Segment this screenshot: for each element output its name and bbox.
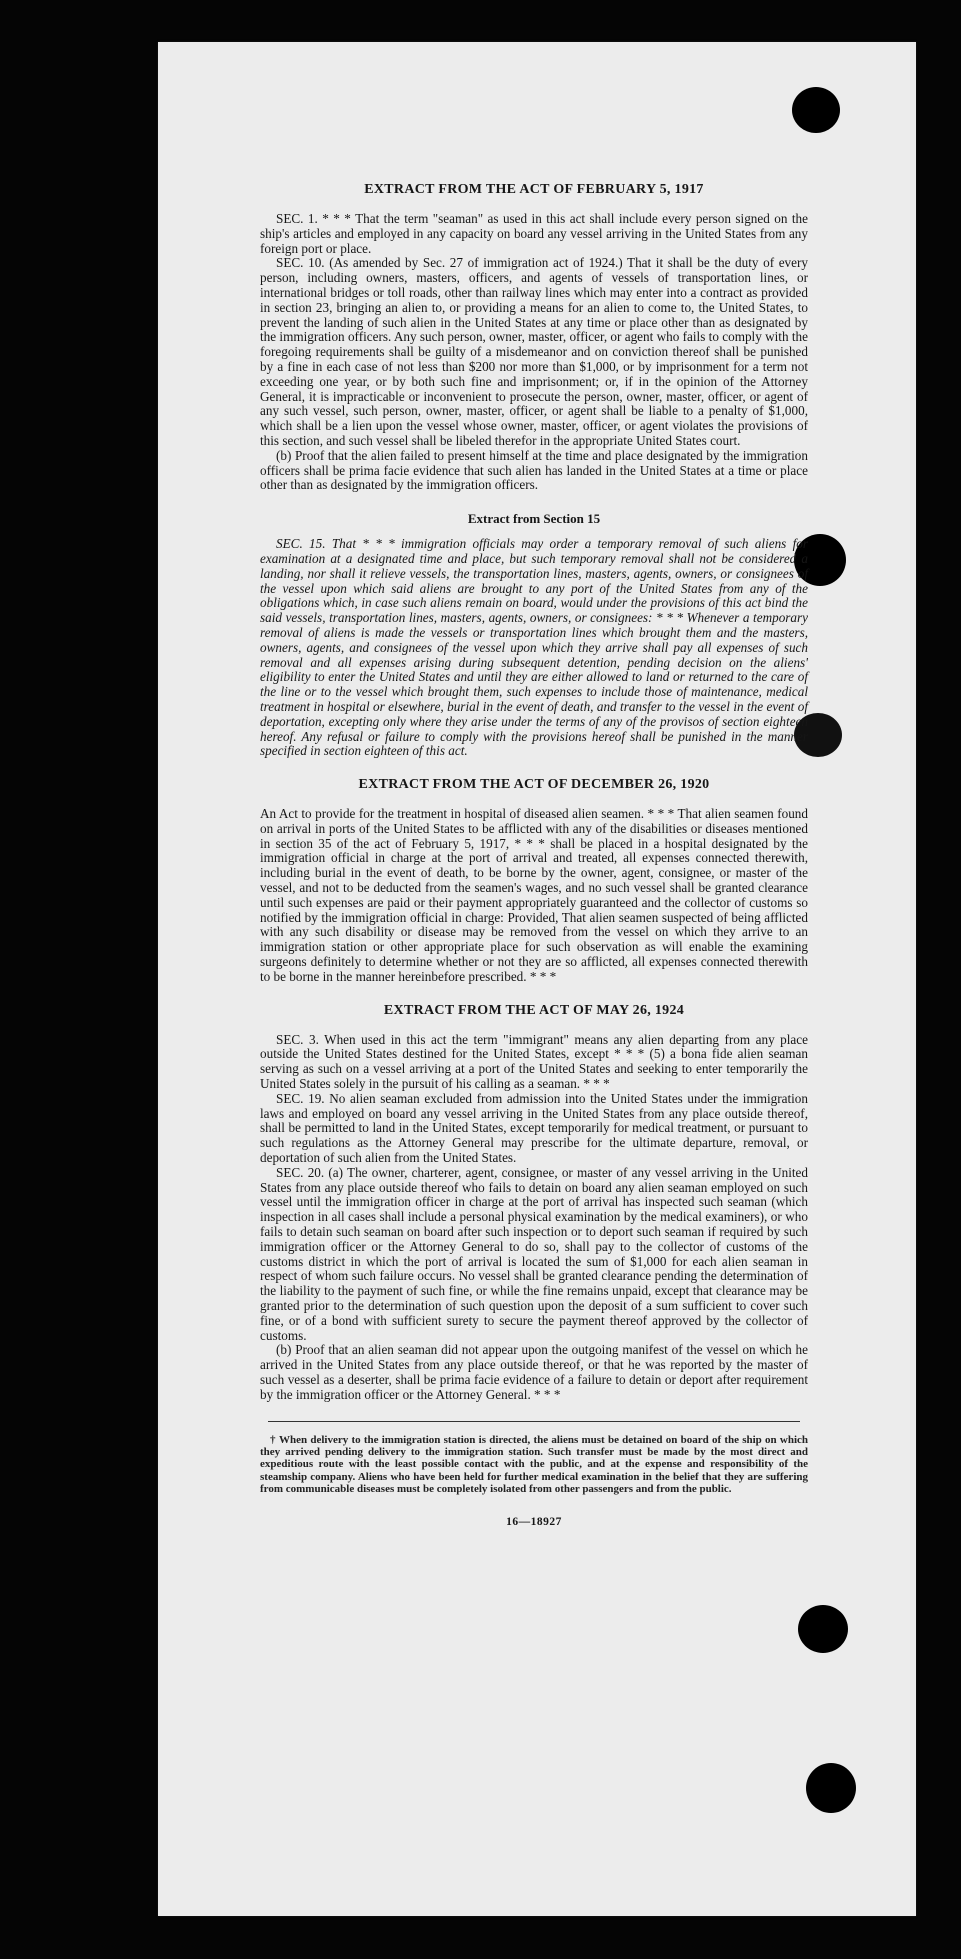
act-1917-heading: EXTRACT FROM THE ACT OF FEBRUARY 5, 1917 [364, 182, 704, 197]
footnote: † When delivery to the immigration station is directed, the aliens must be detained on board of the ship on which they arrived pending delivery to the immigration station. Such transfer must be made by the most direct and expeditious route with the least possible contact with the public, and at the expense and responsibility of the steamship company. Aliens who have been held for further medical examination in the belief that they are suffering from communicable diseases must be completely isolated from other passengers and from the public. [260, 1433, 808, 1496]
act-1917-section [260, 182, 808, 493]
act-1924-section [260, 1003, 808, 1403]
form-number: 16—18927 [506, 1515, 562, 1528]
sec-3-paragraph: SEC. 3. When used in this act the term "immigrant" means any alien departing from any place outside the United States destined for the United States, except * * * (5) a bona fide alien seaman serving as such on a vessel arriving at a port of the United States and seeking to enter temporarily the United States solely in the pursuit of his calling as a seaman. * * * [260, 1031, 808, 1092]
sec-10b-paragraph: (b) Proof that the alien failed to present himself at the time and place designated by the immigration officers shall be prima facie evidence that such alien has landed in the United States at a time or place other than as designated by the immigration officers. [260, 447, 808, 493]
act-1920-section [260, 777, 808, 985]
section-15-extract [260, 511, 808, 759]
sec-20b-paragraph: (b) Proof that an alien seaman did not appear upon the outgoing manifest of the vessel on which he arrived in the United States from any place outside thereof, or that he was reported by the master of such vessel as a deserter, shall be prima facie evidence of a failure to detain or deport after requirement by the immigration officer or the Attorney General. * * * [260, 1342, 808, 1402]
sec-1-paragraph: SEC. 1. * * * That the term "seaman" as used in this act shall include every person signed on the ship's articles and employed in any capacity on board any vessel arriving in the United States from any foreign port or place. [260, 211, 808, 256]
document-page [158, 42, 916, 1916]
sec-15-paragraph: SEC. 15. That * * * immigration officials may order a temporary removal of such aliens for examination at a designated time and place, but such temporary removal shall not be considered a landing, nor shall it relieve vessels, the transportation lines, masters, agents, owners, or consignees of the vessel upon which said aliens are brought to any port of the United States from any of the obligations which, in case such aliens remain on board, would under the provisions of this act bind the said vessels, transportation lines, masters, agents, owners, or consignees: * * * Whenever a temporary removal of aliens is made the vessels or transportation lines which brought them and the masters, owners, agents, and consignees of the vessel upon which they arrive shall pay all expenses of such removal and all expenses arising during subsequent detention, pending decision on the aliens' eligibility to enter the United States and until they are either allowed to land or returned to the care of the line or to the vessel which brought them, such expenses to include those of maintenance, medical treatment in hospital or elsewhere, burial in the event of death, and transfer to the vessel in the event of deportation, excepting only where they arise under the terms of any of the provisos of section eighteen hereof. Any refusal or failure to comply with the provisions hereof shall be punished in the manner specified in section eighteen of this act. [260, 536, 808, 759]
punch-hole [792, 87, 840, 133]
act-1920-heading: EXTRACT FROM THE ACT OF DECEMBER 26, 1920 [358, 777, 710, 793]
sec-10-paragraph: SEC. 10. (As amended by Sec. 27 of immigration act of 1924.) That it shall be the duty of every person, including owners, masters, officers, and agents of vessels of transportation lines, or international bridges or toll roads, other than railway lines which may enter into a contract as provided in section 23, bringing an alien to, or providing a means for an alien to come to, the United States, to prevent the landing of such alien in the United States at any time or place other than as designated by the immigration officers. Any such person, owner, master, officer, or agent who fails to comply with the foregoing requirements shall be guilty of a misdemeanor and on conviction thereof shall be punished by a fine in each case of not less than $200 nor more than $1,000, or by imprisonment for a term not exceeding one year, or by both such fine and imprisonment; or, if in the opinion of the Attorney General, it is impracticable or inconvenient to prosecute the person, owner, master, officer, or agent of any such vessel, such person, owner, master, officer, or agent shall be liable to a penalty of $1,000, which shall be a lien upon the vessel whose owner, master, officer, or agent violates the provisions of this section, and such vessel shall be libeled therefor in the appropriate United States court. [260, 255, 808, 448]
act-1924-heading: EXTRACT FROM THE ACT OF MAY 26, 1924 [383, 1002, 685, 1018]
section-15-heading: Extract from Section 15 [467, 511, 601, 527]
document-content [260, 182, 808, 1528]
punch-hole [798, 1605, 848, 1653]
sec-20a-paragraph: SEC. 20. (a) The owner, charterer, agent, consignee, or master of any vessel arriving in the United States from any place outside thereof who fails to detain on board any alien seaman employed on such vessel until the immigration officer in charge at the port of arrival has inspected such seaman (which inspection in all cases shall include a personal physical examination by the medical examiners), or who fails to detain such seaman on board after such inspection or to deport such seaman if required by such immigration officer or the Attorney General to do so, shall pay to the collector of customs of the customs district in which the port of arrival is located the sum of $1,000 for each alien seaman in respect of whom such failure occurs. No vessel shall be granted clearance pending the determination of the liability to the payment of such fine, or while the fine remains unpaid, except that clearance may be granted prior to the determination of such question upon the deposit of a sum sufficient to cover such fine, or of a bond with sufficient surety to secure the payment thereof approved by the collector of customs. [260, 1164, 808, 1343]
act-1920-paragraph: An Act to provide for the treatment in hospital of diseased alien seamen. * * * That alien seamen found on arrival in ports of the United States to be afflicted with any of the disabilities or diseases mentioned in section 35 of the act of February 5, 1917, * * * shall be placed in a hospital designated by the immigration official in charge at the port of arrival and treated, all expenses connected therewith, including burial in the event of death, to be borne by the owner, agent, consignee, or master of the vessel, and not to be deducted from the seamen's wages, and no such vessel shall be granted clearance until such expenses are paid or their payment appropriately guaranteed and the collector of customs so notified by the immigration official in charge: Provided, That alien seamen suspected of being afflicted with any such disability or disease may be removed from the vessel on which they arrive to an immigration station or other appropriate place for such observation as will enable the examining surgeons definitely to determine whether or not they are so afflicted, all expenses connected therewith to be borne in the manner hereinbefore prescribed. * * * [260, 806, 808, 984]
punch-hole [806, 1763, 856, 1813]
sec-19-paragraph: SEC. 19. No alien seaman excluded from admission into the United States under the immigration laws and employed on board any vessel arriving in the United States from any place outside thereof, shall be permitted to land in the United States, except temporarily for medical treatment, or pursuant to such regulations as the Attorney General may prescribe for the ultimate departure, removal, or deportation of such alien from the United States. [260, 1090, 808, 1166]
footnote-divider [268, 1421, 800, 1422]
